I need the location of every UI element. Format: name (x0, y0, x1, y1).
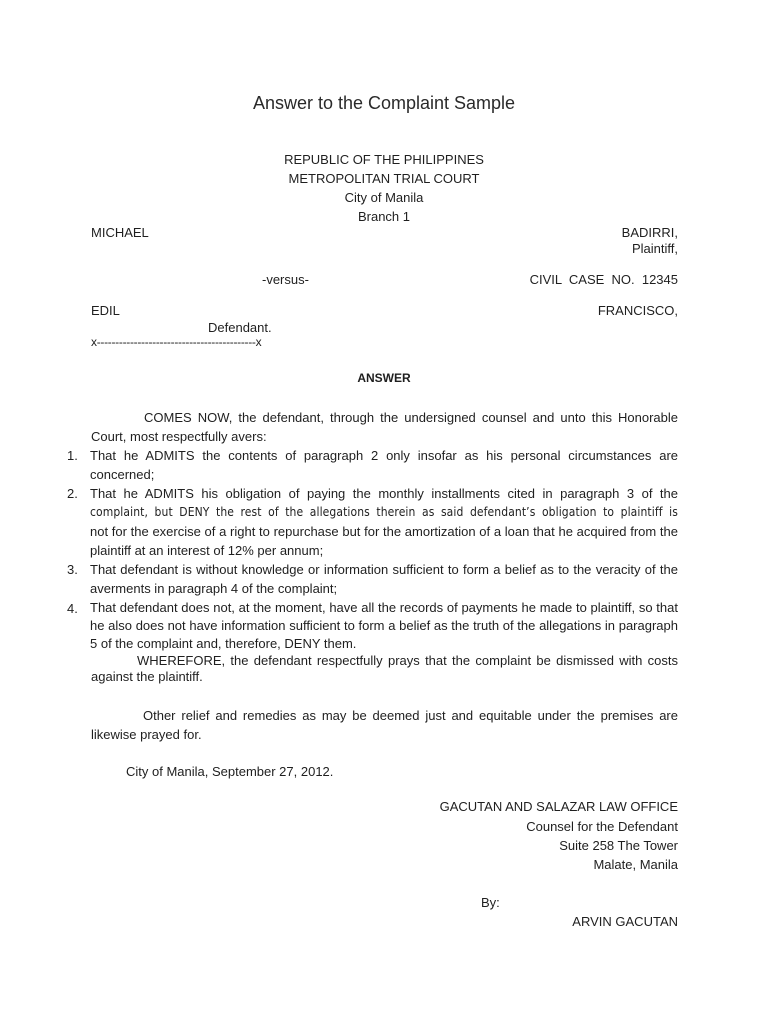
plaintiff-role: Plaintiff, (631, 241, 678, 256)
counsel-role: Counsel for the Defendant (526, 819, 678, 834)
list-item-text: That he ADMITS the contents of paragraph 2 only insofar as his personal circumstances are concerned; (90, 448, 678, 482)
list-item-line: That he ADMITS his obligation of paying the monthly installments cited in paragraph 3 of the (90, 486, 678, 501)
header-city: City of Manila (344, 190, 424, 205)
list-item-text (90, 484, 678, 560)
caption-separator: x-------------------------------------------x (91, 335, 262, 349)
plaintiff-last-name: BADIRRI, (621, 225, 678, 240)
counsel-address-line2: Malate, Manila (593, 857, 678, 872)
list-item-line: complaint, but DENY the rest of the allegations therein as said defendant’s obligation to plaintiff is (90, 505, 678, 519)
header-branch: Branch 1 (357, 209, 411, 224)
by-label: By: (481, 895, 500, 910)
list-item (60, 484, 678, 560)
defendant-last-name: FRANCISCO, (597, 303, 678, 318)
list-item-number: 2. (67, 486, 78, 501)
defendant-first-name: EDIL (91, 303, 120, 318)
other-relief-paragraph: Other relief and remedies as may be deemed just and equitable under the premises are likewise prayed for. (91, 708, 678, 742)
wherefore-paragraph: WHEREFORE, the defendant respectfully prays that the complaint be dismissed with costs against the plaintiff. (91, 653, 678, 684)
header-republic: REPUBLIC OF THE PHILIPPINES (284, 152, 484, 167)
attorney-name: ARVIN GACUTAN (572, 914, 678, 929)
case-number: CIVIL CASE NO. 12345 (529, 272, 678, 287)
list-item-number: 3. (67, 562, 78, 577)
list-item-text: That defendant is without knowledge or information sufficient to form a belief as to the veracity of the averments in paragraph 4 of the complaint; (90, 562, 678, 596)
header-court: METROPOLITAN TRIAL COURT (288, 171, 480, 186)
list-item (60, 599, 678, 653)
list-item (60, 446, 678, 484)
intro-paragraph: COMES NOW, the defendant, through the undersigned counsel and unto this Honorable Court, most respectfully avers: (91, 410, 678, 444)
versus-label: -versus- (262, 272, 309, 287)
list-item (60, 560, 678, 598)
list-item-number: 4. (67, 601, 78, 616)
counsel-address-line1: Suite 258 The Tower (559, 838, 678, 853)
list-item-text: That defendant does not, at the moment, have all the records of payments he made to plaintiff, so that he also does not have information sufficient to form a belief as the truth of the allegations in paragraph 5 of the complaint and, therefore, DENY them. (90, 600, 678, 651)
defendant-role: Defendant. (208, 320, 272, 335)
counsel-firm: GACUTAN AND SALAZAR LAW OFFICE (439, 799, 678, 814)
answer-heading: ANSWER (357, 371, 411, 385)
date-line: City of Manila, September 27, 2012. (126, 764, 334, 779)
page-title: Answer to the Complaint Sample (252, 93, 516, 113)
plaintiff-first-name: MICHAEL (91, 225, 149, 240)
list-item-line: not for the exercise of a right to repurchase but for the amortization of a loan that he acquired from the plaintiff at an interest of 12% per annum; (90, 524, 678, 558)
list-item-number: 1. (67, 448, 78, 463)
